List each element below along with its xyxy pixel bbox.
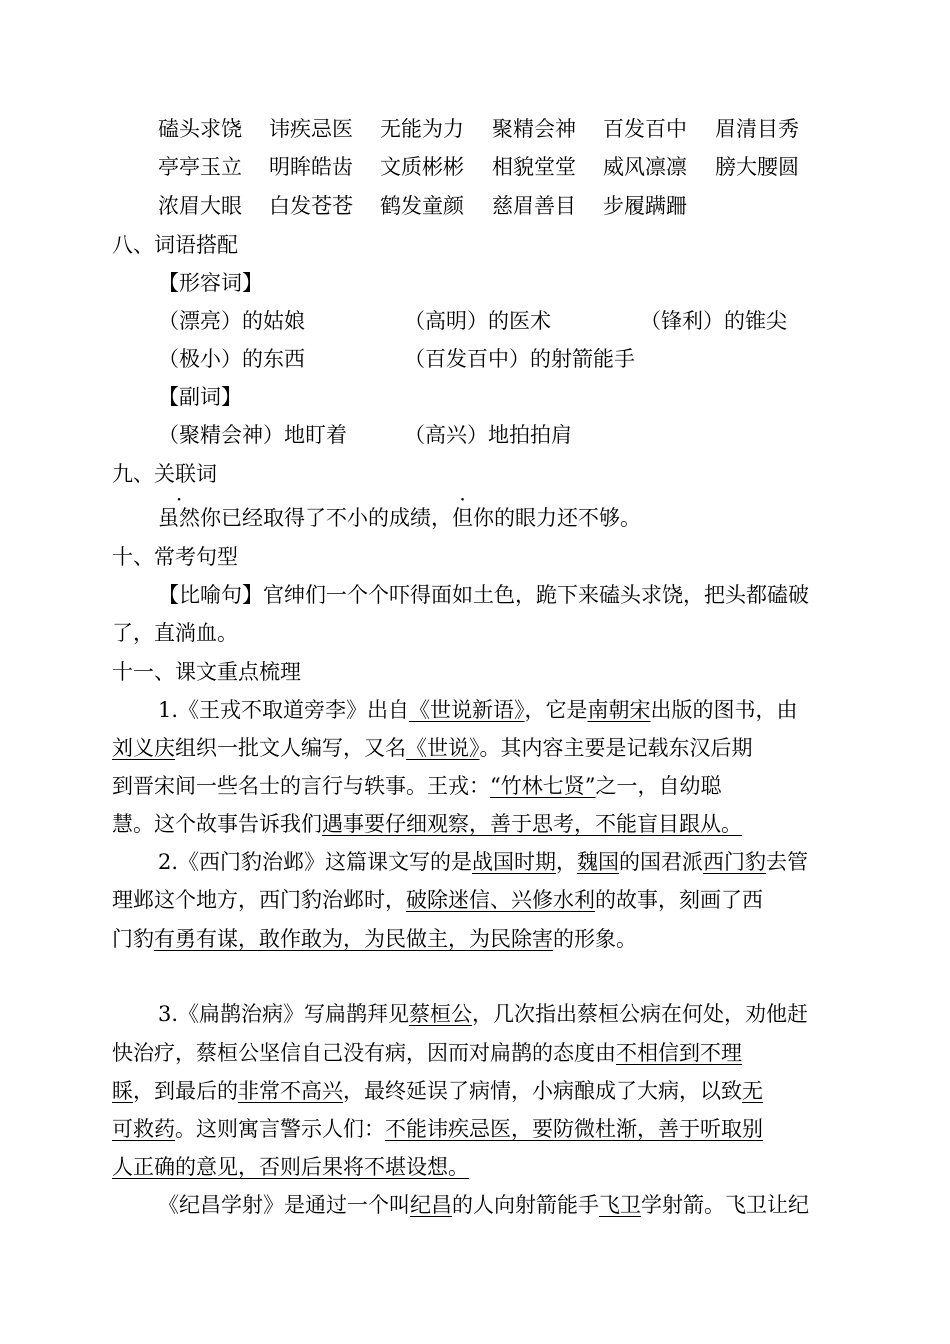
phrase: （漂亮）的姑娘 (158, 309, 305, 333)
answer-blank: “竹林七贤” (490, 774, 596, 798)
adjective-label: 【形容词】 (158, 271, 263, 295)
conjunction-sentence: 虽然你已经取得了不小的成绩，但你的眼力还不够。 (158, 506, 641, 530)
p3-line-4: 可救药。这则寓言警示人们：不能讳疾忌医，要防微杜渐，善于听取别 (112, 1117, 763, 1141)
answer-blank: 纪昌 (410, 1193, 452, 1217)
p3-line-3: 睬，到最后的非常不高兴，最终延误了病情，小病酿成了大病，以致无 (112, 1079, 763, 1103)
answer-blank: 破除迷信、兴修水利 (406, 888, 595, 912)
idiom: 鹤发童颜 (380, 194, 464, 218)
phrase: （高明）的医术 (404, 309, 551, 333)
answer-blank: 可救药 (112, 1117, 175, 1141)
idiom: 无能为力 (380, 117, 464, 141)
idiom: 讳疾忌医 (269, 117, 353, 141)
metaphor-label: 【比喻句】 (158, 583, 263, 607)
adverb-label: 【副词】 (158, 385, 242, 409)
section-8-title: 八、词语搭配 (112, 233, 238, 257)
idiom: 聚精会神 (492, 117, 576, 141)
metaphor-line-2: 了，直淌血。 (112, 621, 238, 645)
idiom: 明眸皓齿 (269, 155, 353, 179)
phrase: （百发百中）的射箭能手 (404, 347, 635, 371)
answer-blank: 魏国 (577, 850, 620, 874)
idiom: 亭亭玉立 (158, 155, 242, 179)
p2-line-1: 2.《西门豹治邺》这篇课文写的是战国时期，魏国的国君派西门豹去管 (158, 850, 809, 874)
emphasis-word: 但 (452, 506, 473, 530)
answer-blank: 蔡桓公 (409, 1002, 473, 1026)
answer-blank: 《世说》 (406, 736, 480, 760)
idiom: 相貌堂堂 (492, 155, 576, 179)
answer-blank: 飞卫 (599, 1193, 641, 1217)
emphasis-word: 虽然 (158, 506, 200, 530)
answer-blank: 非常不高兴 (238, 1079, 343, 1103)
section-11-title: 十一、课文重点梳理 (112, 660, 301, 684)
p4-line-1: 《纪昌学射》是通过一个叫纪昌的人向射箭能手飞卫学射箭。飞卫让纪 (158, 1193, 809, 1217)
answer-blank: 不相信到不理 (616, 1041, 742, 1065)
section-9-title: 九、关联词 (112, 462, 217, 486)
answer-blank: 不能讳疾忌医，要防微杜渐，善于听取别 (385, 1117, 763, 1141)
idiom: 步履蹒跚 (603, 194, 687, 218)
p3-line-2: 快治疗，蔡桓公坚信自己没有病，因而对扁鹊的态度由不相信到不理 (112, 1041, 742, 1065)
answer-blank: 人正确的意见，否则后果将不堪设想。 (112, 1155, 469, 1179)
p3-line-1: 3.《扁鹊治病》写扁鹊拜见蔡桓公，几次指出蔡桓公病在何处，劝他赶 (158, 1002, 809, 1026)
phrase: （聚精会神）地盯着 (158, 423, 347, 447)
idiom: 文质彬彬 (380, 155, 464, 179)
phrase: （锋利）的锥尖 (640, 309, 787, 333)
answer-blank: 遇事要仔细观察，善于思考，不能盲目跟从。 (322, 812, 742, 836)
idiom: 慈眉善目 (492, 194, 576, 218)
p2-line-2: 理邺这个地方，西门豹治邺时，破除迷信、兴修水利的故事，刻画了西 (112, 888, 763, 912)
idiom: 白发苍苍 (269, 194, 353, 218)
idiom: 浓眉大眼 (158, 194, 242, 218)
p1-line-3: 到晋宋间一些名士的言行与轶事。王戎：“竹林七贤”之一，自幼聪 (112, 774, 722, 798)
answer-blank: 刘义庆 (112, 736, 175, 760)
idiom: 威风凛凛 (603, 155, 687, 179)
idiom: 磕头求饶 (158, 117, 242, 141)
p1-line-1: 1.《王戎不取道旁李》出自《世说新语》，它是南朝宋出版的图书，由 (158, 698, 798, 722)
p1-line-4: 慧。这个故事告诉我们遇事要仔细观察，善于思考，不能盲目跟从。 (112, 812, 742, 836)
answer-blank: 南朝宋 (587, 698, 651, 722)
answer-blank: 无 (742, 1079, 763, 1103)
phrase: （极小）的东西 (158, 347, 305, 371)
idiom: 百发百中 (603, 117, 687, 141)
answer-blank: 战国时期 (472, 850, 557, 874)
phrase: （高兴）地拍拍肩 (404, 423, 572, 447)
metaphor-line-1: 【比喻句】官绅们一个个吓得面如土色，跪下来磕头求饶，把头都磕破 (158, 583, 809, 607)
section-10-title: 十、常考句型 (112, 545, 238, 569)
idiom: 眉清目秀 (715, 117, 799, 141)
answer-blank: 《世说新语》 (409, 698, 525, 722)
p3-line-5 (112, 1155, 469, 1179)
answer-blank: 有勇有谋，敢作敢为，为民做主，为民除害 (154, 927, 553, 951)
answer-blank: 睬 (112, 1079, 133, 1103)
p1-line-2: 刘义庆组织一批文人编写，又名《世说》。其内容主要是记载东汉后期 (112, 736, 753, 760)
answer-blank: 西门豹 (703, 850, 767, 874)
p2-line-3: 门豹有勇有谋，敢作敢为，为民做主，为民除害的形象。 (112, 927, 637, 951)
idiom: 膀大腰圆 (715, 155, 799, 179)
